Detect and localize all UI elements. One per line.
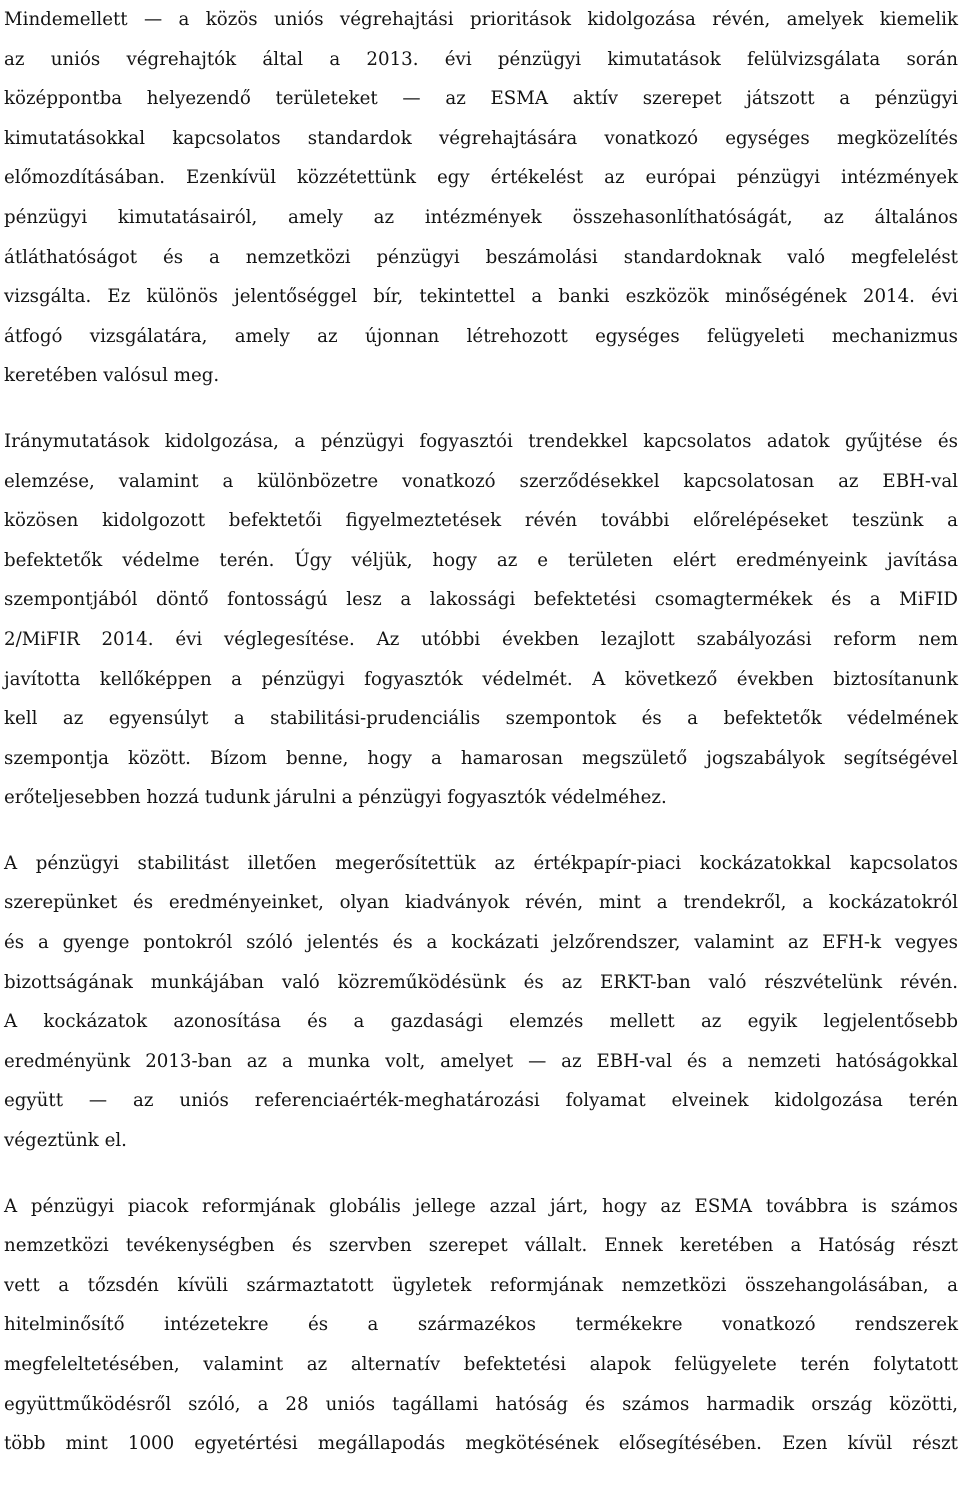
text-line: szempontja között. Bízom benne, hogy a hamarosan megszülető jogszabályok segítségével	[4, 747, 958, 769]
paragraph-1	[4, 0, 958, 396]
text-line: keretében valósul meg.	[4, 365, 220, 387]
text-line: megfeleltetésében, valamint az alternatív befektetési alapok felügyelete terén folytatott	[4, 1354, 958, 1375]
text-line: vett a tőzsdén kívüli származtatott ügyletek reformjának nemzetközi összehangolásában, a	[4, 1274, 958, 1296]
text-line: 2/MiFIR 2014. évi véglegesítése. Az utóbbi években lezajlott szabályozási reform nem	[4, 628, 958, 650]
text-line: középpontba helyezendő területeket — az ESMA aktív szerepet játszott a pénzügyi	[4, 88, 958, 110]
text-line: együttműködésről szóló, a 28 uniós tagállami hatóság és számos harmadik ország közötti,	[4, 1393, 958, 1415]
text-line: kell az egyensúlyt a stabilitási-prudenciális szempontok és a befektetők védelmének	[4, 708, 958, 730]
text-line: kimutatásokkal kapcsolatos standardok végrehajtására vonatkozó egységes megközelítés	[4, 127, 958, 149]
paragraph-2	[4, 422, 958, 818]
text-line: nemzetközi tevékenységben és szervben szerepet vállalt. Ennek keretében a Hatóság részt	[4, 1235, 958, 1257]
text-line: átfogó vizsgálatára, amely az újonnan létrehozott egységes felügyeleti mechanizmus	[4, 325, 958, 347]
text-line: közösen kidolgozott befektetői figyelmeztetések révén további előrelépéseket teszünk a	[4, 510, 958, 532]
text-line: eredményünk 2013-ban az a munka volt, amelyet — az EBH-val és a nemzeti hatóságokkal	[4, 1050, 958, 1072]
text-line: átláthatóságot és a nemzetközi pénzügyi beszámolási standardoknak való megfelelést	[4, 246, 958, 268]
text-line: előmozdításában. Ezenkívül közzétettünk egy értékelést az európai pénzügyi intézmények	[4, 167, 958, 189]
paragraph-3	[4, 844, 958, 1161]
text-line: javította kellőképpen a pénzügyi fogyasztók védelmét. A következő években biztosítanunk	[4, 668, 958, 690]
text-line: és a gyenge pontokról szóló jelentés és a kockázati jelzőrendszer, valamint az EFH-k vegyes	[4, 932, 958, 954]
paragraph-4	[4, 1187, 958, 1464]
text-line: befektetők védelme terén. Úgy véljük, hogy az e területen elért eredményeink javítása	[4, 549, 958, 571]
text-line: A pénzügyi piacok reformjának globális jellege azzal járt, hogy az ESMA továbbra is számos	[4, 1195, 958, 1217]
text-line: pénzügyi kimutatásairól, amely az intézmények összehasonlíthatóságát, az általános	[4, 206, 958, 228]
text-line: együtt — az uniós referenciaérték-meghatározási folyamat elveinek kidolgozása terén	[4, 1090, 958, 1112]
text-line: több mint 1000 egyetértési megállapodás megkötésének elősegítésében. Ezen kívül részt	[4, 1433, 958, 1455]
text-line: végeztünk el.	[4, 1130, 127, 1152]
text-line: bizottságának munkájában való közreműködésünk és az ERKT-ban való részvételünk révén.	[4, 971, 958, 993]
document-page	[4, 0, 958, 1490]
text-line: az uniós végrehajtók által a 2013. évi pénzügyi kimutatások felülvizsgálata során	[4, 48, 958, 70]
text-line: Iránymutatások kidolgozása, a pénzügyi fogyasztói trendekkel kapcsolatos adatok gyűjtése és	[4, 430, 958, 452]
text-line: A kockázatok azonosítása és a gazdasági elemzés mellett az egyik legjelentősebb	[4, 1011, 958, 1033]
text-line: A pénzügyi stabilitást illetően megerősítettük az értékpapír-piaci kockázatokkal kapcsolatos	[4, 852, 958, 874]
text-line: Mindemellett — a közös uniós végrehajtási prioritások kidolgozása révén, amelyek kiemelik	[4, 9, 958, 30]
text-line: szerepünket és eredményeinket, olyan kiadványok révén, mint a trendekről, a kockázatokról	[4, 892, 958, 914]
text-line: erőteljesebben hozzá tudunk járulni a pénzügyi fogyasztók védelméhez.	[4, 787, 667, 809]
text-line: vizsgálta. Ez különös jelentőséggel bír, tekintettel a banki eszközök minőségének 2014. évi	[4, 286, 958, 308]
text-line: szempontjából döntő fontosságú lesz a lakossági befektetési csomagtermékek és a MiFID	[4, 589, 958, 611]
text-line: elemzése, valamint a különbözetre vonatkozó szerződésekkel kapcsolatosan az EBH-val	[4, 470, 958, 492]
text-line: hitelminősítő intézetekre és a származékos termékekre vonatkozó rendszerek	[4, 1314, 958, 1336]
